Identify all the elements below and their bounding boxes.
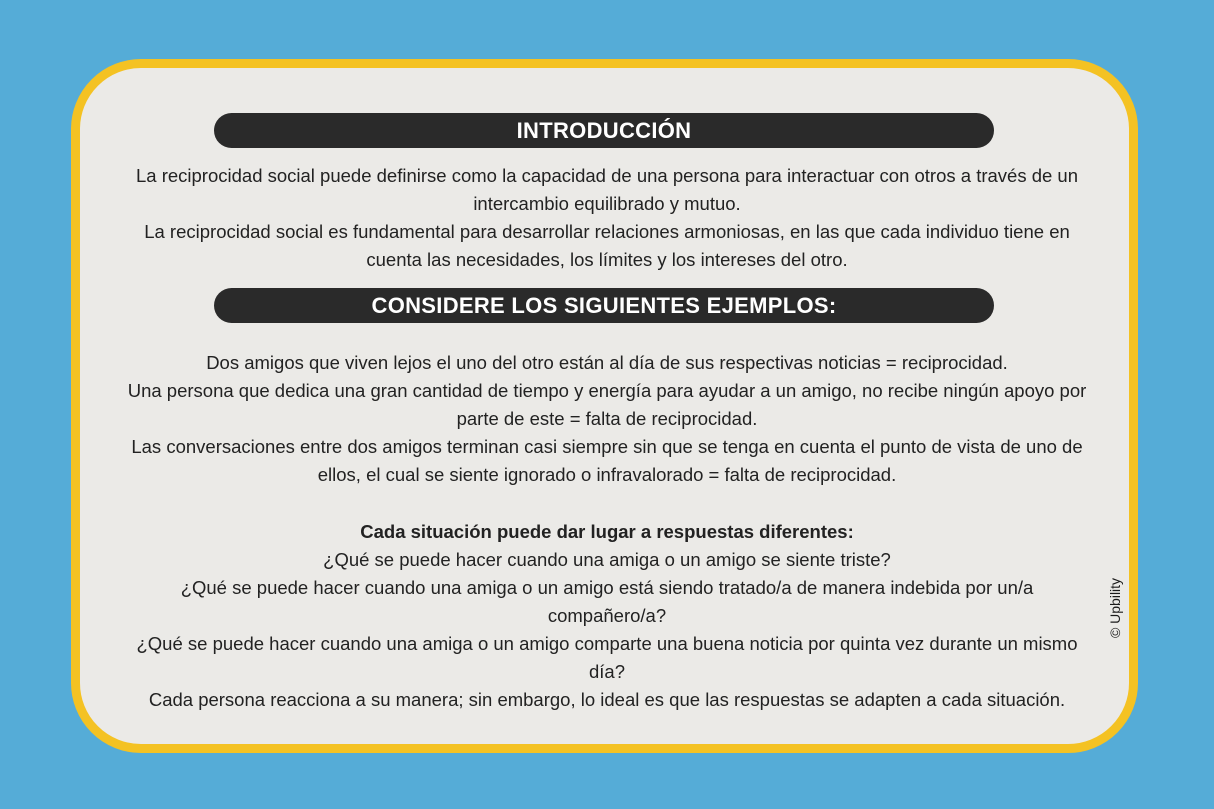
- intro-paragraph: La reciprocidad social es fundamental para desarrollar relaciones armoniosas, en las que cada individuo tiene en cuenta las necesidades, los límites y los intereses del otro.: [144, 221, 1070, 270]
- questions-lead: Cada situación puede dar lugar a respuestas diferentes:: [360, 521, 854, 542]
- example-item: Dos amigos que viven lejos el uno del otro están al día de sus respectivas noticias = reciprocidad.: [206, 352, 1008, 373]
- heading-examples: CONSIDERE LOS SIGUIENTES EJEMPLOS:: [214, 288, 994, 323]
- intro-paragraph: La reciprocidad social puede definirse como la capacidad de una persona para interactuar con otros a través de un intercambio equilibrado y mutuo.: [135, 165, 1079, 214]
- question-item: ¿Qué se puede hacer cuando una amiga o un amigo comparte una buena noticia por quinta vez durante un mismo día?: [136, 633, 1078, 682]
- heading-introduccion: INTRODUCCIÓN: [214, 113, 994, 148]
- intro-text: [120, 162, 1094, 274]
- question-item: ¿Qué se puede hacer cuando una amiga o un amigo se siente triste?: [323, 549, 891, 570]
- questions-section: [120, 518, 1094, 714]
- questions-closing: Cada persona reacciona a su manera; sin embargo, lo ideal es que las respuestas se adapten a cada situación.: [148, 689, 1066, 710]
- example-item: Una persona que dedica una gran cantidad de tiempo y energía para ayudar a un amigo, no recibe ningún apoyo por parte de este = falta de reciprocidad.: [127, 380, 1087, 429]
- example-item: Las conversaciones entre dos amigos terminan casi siempre sin que se tenga en cuenta el punto de vista de uno de ellos, el cual se siente ignorado o infravalorado = falta de reciprocidad.: [131, 436, 1083, 485]
- question-item: ¿Qué se puede hacer cuando una amiga o un amigo está siendo tratado/a de manera indebida por un/a compañero/a?: [180, 577, 1034, 626]
- examples-list: [120, 349, 1094, 489]
- copyright-label: © Upbility: [1107, 577, 1123, 639]
